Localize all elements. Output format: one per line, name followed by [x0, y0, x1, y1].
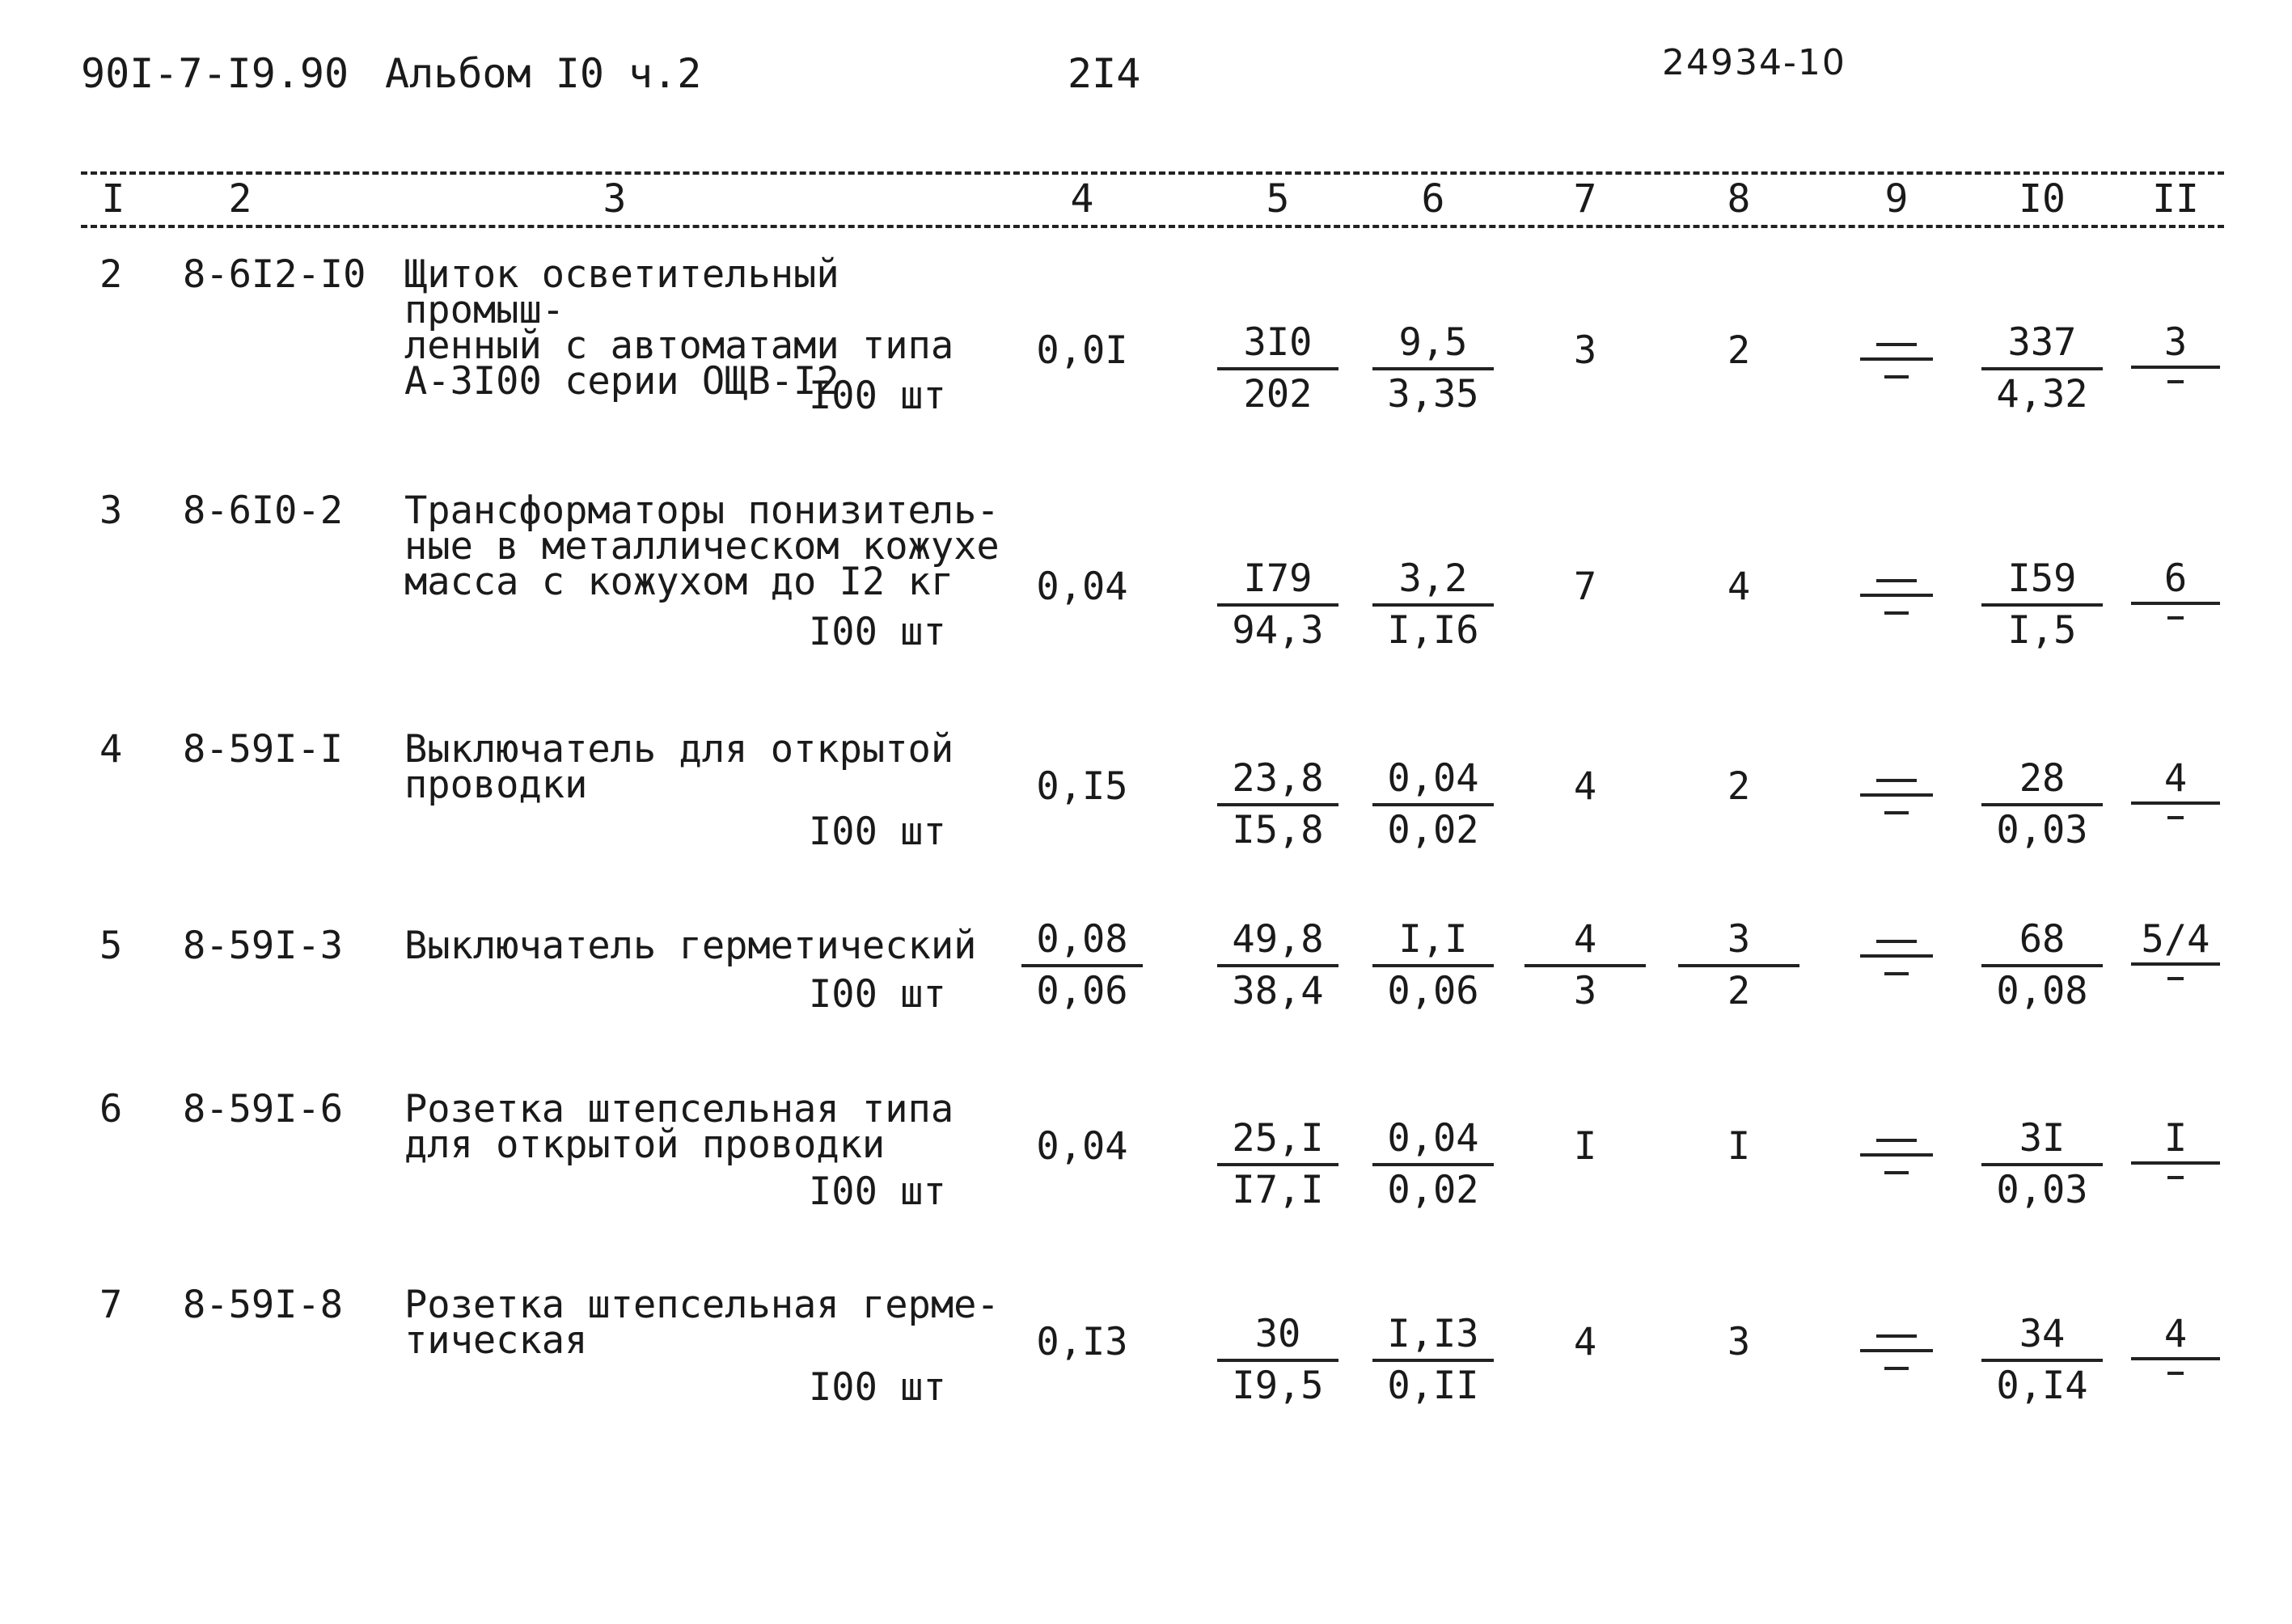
col9-dash-mark: [1860, 1139, 1933, 1184]
table-row: [0, 488, 2292, 679]
col11-value: [2131, 755, 2220, 845]
col10-value: [1981, 1310, 2103, 1410]
col6-value-denominator: 0,02: [1387, 808, 1479, 852]
col5-value-numerator: 49,8: [1217, 916, 1338, 967]
row-number: 5: [99, 924, 123, 968]
column-number: I: [101, 176, 125, 222]
col5-value: [1217, 319, 1338, 419]
col4-value: 0,I5: [1036, 764, 1128, 809]
col7-value: 7: [1573, 565, 1597, 609]
table-row: [0, 1087, 2292, 1278]
col11-value: [2131, 1114, 2220, 1205]
col8-value: 4: [1727, 565, 1751, 609]
row-number: 3: [99, 488, 123, 533]
col6-value-denominator: 0,06: [1387, 969, 1479, 1013]
document-code: 90I-7-I9.90: [81, 50, 349, 97]
rate-code: 8-59I-I: [183, 727, 344, 772]
rate-code: 8-6I0-2: [183, 488, 344, 533]
col6-value-numerator: 9,5: [1372, 319, 1494, 370]
col11-numerator: 5/4: [2131, 916, 2220, 966]
col7-value: 4: [1573, 764, 1597, 809]
col10-value-numerator: 28: [1981, 755, 2103, 806]
header-bottom-rule: [81, 225, 2224, 228]
col4-value: 0,I3: [1036, 1320, 1128, 1364]
col6-value: [1372, 555, 1494, 655]
col10-value: [1981, 916, 2103, 1016]
col7-value: 4: [1573, 1320, 1597, 1364]
col6-value-denominator: I,I6: [1387, 608, 1479, 653]
col8-value: 2: [1727, 764, 1751, 809]
col10-value-denominator: 0,03: [1996, 1168, 2088, 1212]
col5-value-denominator: I5,8: [1232, 808, 1324, 852]
col6-value: [1372, 916, 1494, 1016]
col5-value-denominator: I7,I: [1232, 1168, 1324, 1212]
col11-dash: [2131, 1165, 2220, 1205]
col9-dash-mark: [1860, 343, 1933, 388]
column-number: 4: [1070, 176, 1094, 222]
table-row: [0, 727, 2292, 918]
col5-value-numerator: 25,I: [1217, 1114, 1338, 1166]
col6-value-denominator: 3,35: [1387, 372, 1479, 417]
column-number: I0: [2019, 176, 2066, 222]
col11-numerator: I: [2131, 1114, 2220, 1165]
col10-value: [1981, 1114, 2103, 1215]
col5-value-numerator: I79: [1217, 555, 1338, 607]
col7-value: [1524, 916, 1646, 1016]
column-number: 5: [1266, 176, 1290, 222]
row-number: 2: [99, 252, 123, 297]
col10-value: [1981, 755, 2103, 855]
col4-value: 0,04: [1036, 565, 1128, 609]
col6-value-denominator: 0,02: [1387, 1168, 1479, 1212]
col11-numerator: 3: [2131, 319, 2220, 369]
inventory-number: 24934-10: [1662, 42, 1846, 83]
col5-value: [1217, 916, 1338, 1016]
column-number: II: [2152, 176, 2199, 222]
col6-value-numerator: 0,04: [1372, 755, 1494, 806]
col4-value-denominator: 0,06: [1036, 969, 1128, 1013]
column-number: 9: [1884, 176, 1909, 222]
col8-value: 3: [1727, 1320, 1751, 1364]
column-number: 6: [1421, 176, 1445, 222]
col10-value-denominator: 0,I4: [1996, 1364, 2088, 1408]
page-number: 2I4: [1068, 50, 1141, 97]
table-row: [0, 252, 2292, 443]
col10-value-numerator: 3I: [1981, 1114, 2103, 1166]
col10-value-numerator: 337: [1981, 319, 2103, 370]
col9-dash-mark: [1860, 579, 1933, 624]
col11-value: [2131, 916, 2220, 1006]
col10-value-numerator: 34: [1981, 1310, 2103, 1362]
column-number: 8: [1727, 176, 1751, 222]
col10-value-denominator: 0,03: [1996, 808, 2088, 852]
col5-value-numerator: 23,8: [1217, 755, 1338, 806]
rate-code: 8-59I-3: [183, 924, 344, 968]
col8-value: I: [1727, 1124, 1751, 1169]
col11-numerator: 4: [2131, 755, 2220, 805]
col4-value: 0,04: [1036, 1124, 1128, 1169]
col11-value: [2131, 319, 2220, 409]
col9-dash-mark: [1860, 940, 1933, 985]
col5-value: [1217, 1114, 1338, 1215]
col11-dash: [2131, 966, 2220, 1006]
col5-value: [1217, 555, 1338, 655]
unit-of-measure: I00 шт: [809, 810, 946, 854]
col11-dash: [2131, 805, 2220, 845]
item-description: Трансформаторы понизитель- ные в металлическом кожухе масса с кожухом до I2 кг: [404, 488, 1000, 604]
col11-dash: [2131, 1360, 2220, 1401]
row-number: 6: [99, 1087, 123, 1131]
unit-of-measure: I00 шт: [809, 610, 946, 654]
col5-value-numerator: 30: [1217, 1310, 1338, 1362]
col11-dash: [2131, 605, 2220, 645]
col6-value-numerator: I,I: [1372, 916, 1494, 967]
col11-numerator: 4: [2131, 1310, 2220, 1360]
unit-of-measure: I00 шт: [809, 972, 946, 1017]
col5-value: [1217, 1310, 1338, 1410]
item-description: Розетка штепсельная герме- тическая: [404, 1283, 1000, 1363]
col10-value-numerator: I59: [1981, 555, 2103, 607]
column-number: 2: [228, 176, 252, 222]
col11-value: [2131, 1310, 2220, 1401]
col6-value-numerator: 0,04: [1372, 1114, 1494, 1166]
item-description: Щиток осветительный промыш- ленный с автоматами типа А-3I00 серии ОЩВ-I2: [404, 252, 954, 404]
col5-value: [1217, 755, 1338, 855]
col5-value-denominator: 38,4: [1232, 969, 1324, 1013]
row-number: 7: [99, 1283, 123, 1327]
table-row: [0, 917, 2292, 1114]
col7-value-denominator: 3: [1573, 969, 1597, 1013]
col10-value-denominator: 4,32: [1996, 372, 2088, 417]
col8-value-numerator: 3: [1678, 916, 1799, 967]
col6-value: [1372, 1114, 1494, 1215]
col5-value-denominator: 94,3: [1232, 608, 1324, 653]
col6-value-numerator: I,I3: [1372, 1310, 1494, 1362]
col10-value-denominator: 0,08: [1996, 969, 2088, 1013]
row-number: 4: [99, 727, 123, 772]
col8-value-denominator: 2: [1727, 969, 1751, 1013]
album-label: Альбом I0 ч.2: [385, 50, 702, 97]
unit-of-measure: I00 шт: [809, 1365, 946, 1410]
col6-value-numerator: 3,2: [1372, 555, 1494, 607]
unit-of-measure: I00 шт: [809, 1169, 946, 1214]
header-top-rule: [81, 171, 2224, 175]
col10-value-numerator: 68: [1981, 916, 2103, 967]
unit-of-measure: I00 шт: [809, 374, 946, 418]
col5-value-numerator: 3I0: [1217, 319, 1338, 370]
col10-value: [1981, 555, 2103, 655]
col9-dash-mark: [1860, 779, 1933, 824]
col4-value-numerator: 0,08: [1021, 916, 1143, 967]
col6-value: [1372, 755, 1494, 855]
col4-value: 0,0I: [1036, 328, 1128, 373]
rate-code: 8-59I-8: [183, 1283, 344, 1327]
col9-dash-mark: [1860, 1334, 1933, 1380]
item-description: Выключатель для открытой проводки: [404, 727, 954, 807]
col11-dash: [2131, 369, 2220, 409]
rate-code: 8-6I2-I0: [183, 252, 366, 297]
col8-value: 2: [1727, 328, 1751, 373]
item-description: Розетка штепсельная типа для открытой проводки: [404, 1087, 954, 1167]
col5-value-denominator: I9,5: [1232, 1364, 1324, 1408]
col7-value-numerator: 4: [1524, 916, 1646, 967]
col7-value: 3: [1573, 328, 1597, 373]
col11-numerator: 6: [2131, 555, 2220, 605]
col4-value: [1021, 916, 1143, 1016]
col10-value: [1981, 319, 2103, 419]
col5-value-denominator: 202: [1243, 372, 1313, 417]
item-description: Выключатель герметический: [404, 924, 977, 968]
column-number: 7: [1573, 176, 1597, 222]
col6-value-denominator: 0,II: [1387, 1364, 1479, 1408]
col6-value: [1372, 319, 1494, 419]
table-row: [0, 1283, 2292, 1474]
col10-value-denominator: I,5: [2007, 608, 2077, 653]
rate-code: 8-59I-6: [183, 1087, 344, 1131]
column-number: 3: [603, 176, 627, 222]
col11-value: [2131, 555, 2220, 645]
col7-value: I: [1573, 1124, 1597, 1169]
col8-value: [1678, 916, 1799, 1016]
col6-value: [1372, 1310, 1494, 1410]
